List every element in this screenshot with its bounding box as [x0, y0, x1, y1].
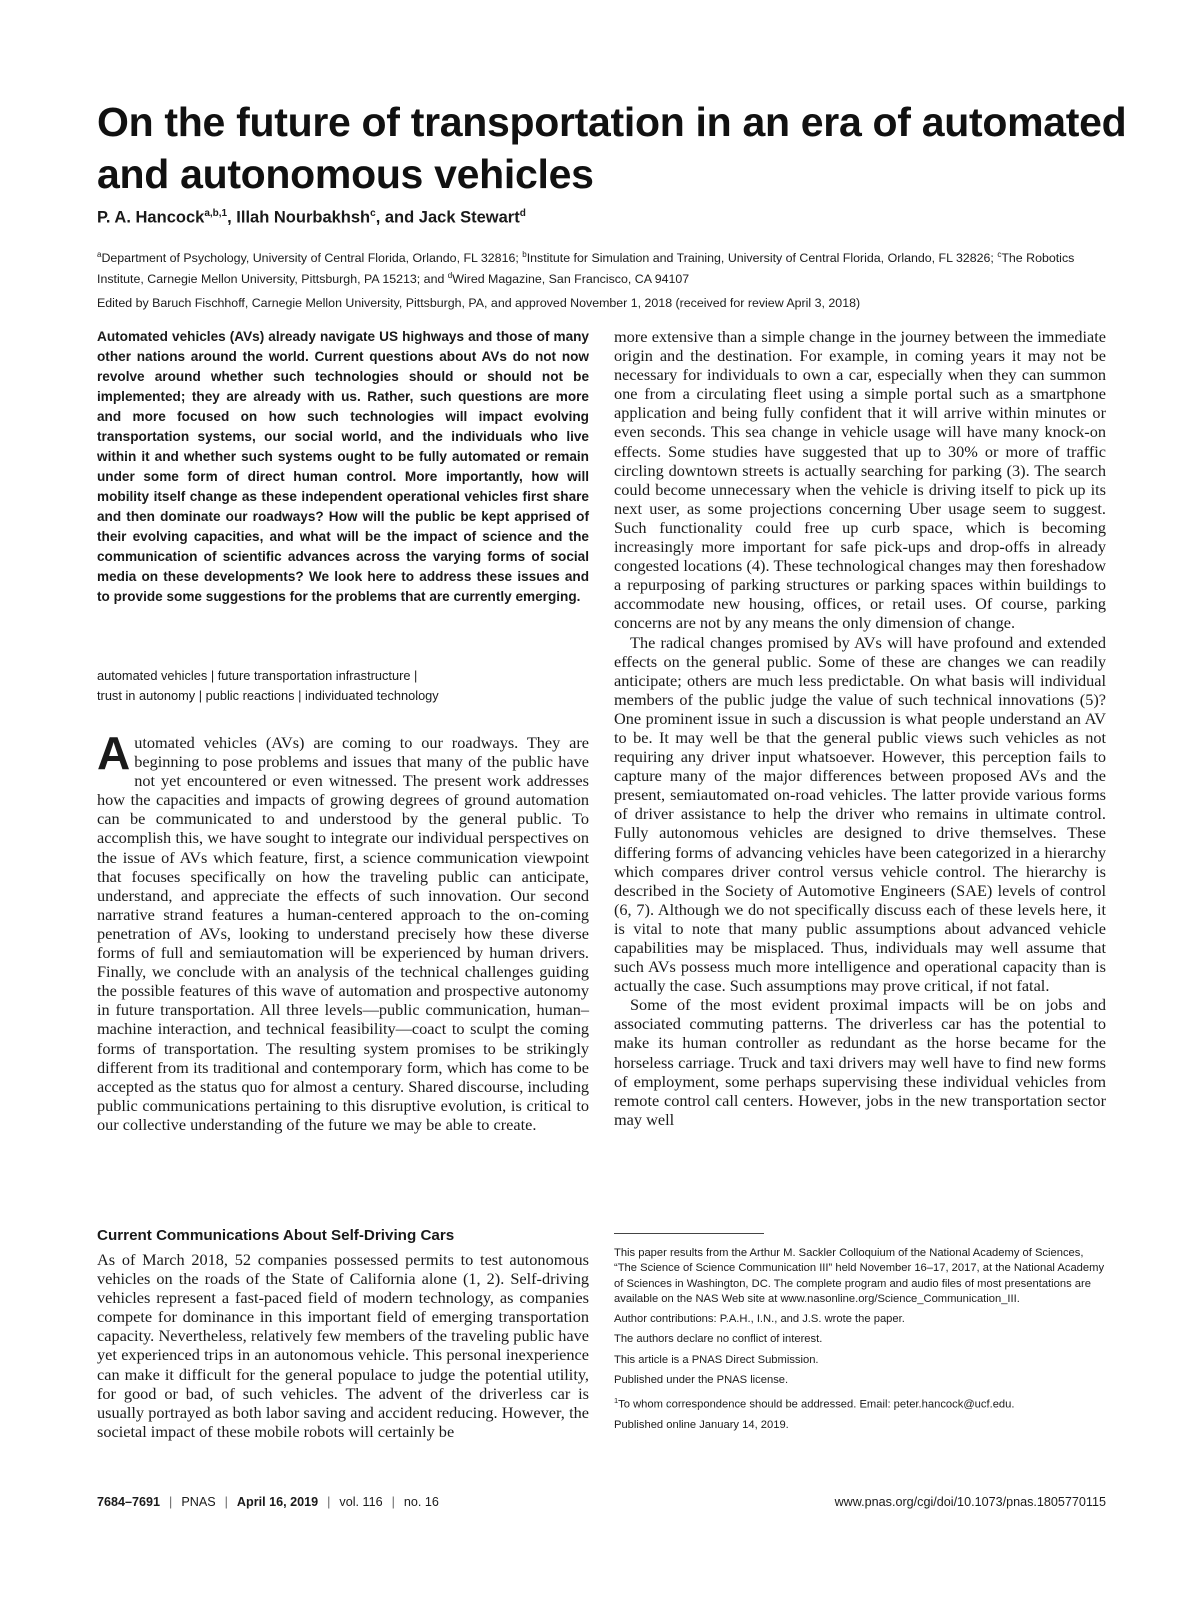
author-name: P. A. Hancock: [97, 208, 205, 227]
body-paragraph: more extensive than a simple change in the journey between the immediate origin and the destination. For example, in coming years it may not be necessary for individuals to own a car, especially when they can summon one from a circulating fleet using a simple portal such as a smartphone application and being fully confident that it will arrive within minutes or even seconds. This sea change in vehicle usage will have many knock-on effects. Some studies have suggested that up to 30% or more of traffic circling downtown streets is actually searching for parking (3). The search could become unnecessary when the vehicle is driving itself to pick up its next user, as some projections concerning Uber usage seem to suggest. Such functionality could free up curb space, which is becoming increasingly more important for safe pick-ups and drop-offs in already congested locations (4). These technological changes may then foreshadow a repurposing of parking structures or parking spaces within buildings to accommodate new housing, offices, or retail uses. Of course, parking concerns are not by any means the only dimension of change.: [614, 327, 1106, 633]
author-affiliation-marker: c: [370, 208, 376, 219]
footer-date: April 16, 2019: [236, 1495, 319, 1509]
affiliation-marker: d: [447, 271, 453, 281]
author-affiliation-marker: a,b,1: [204, 208, 228, 219]
footer-separator: |: [224, 1495, 228, 1509]
introduction-paragraph: [97, 727, 589, 1134]
affiliation-marker: b: [522, 250, 527, 259]
affiliations: [97, 246, 1109, 288]
footer-pages: 7684–7691: [97, 1495, 161, 1509]
footnote-divider: [614, 1233, 764, 1234]
keywords-line: trust in autonomy | public reactions | individuated technology: [97, 688, 439, 703]
license-note: Published under the PNAS license.: [614, 1374, 789, 1387]
footer-journal: PNAS: [181, 1495, 216, 1509]
author-contributions: Author contributions: P.A.H., I.N., and J.S. wrote the paper.: [614, 1313, 905, 1326]
affiliation-marker: c: [997, 250, 1002, 259]
right-column-body: [614, 327, 1106, 1129]
affiliation-text: Department of Psychology, University of Central Florida, Orlando, FL 32816;: [101, 251, 523, 266]
author-name: Jack Stewart: [418, 208, 520, 227]
publication-date-note: Published online January 14, 2019.: [614, 1419, 789, 1432]
affiliation-text: The Robotics Institute, Carnegie Mellon University, Pittsburgh, PA 15213; and: [97, 251, 1075, 287]
author-affiliation-marker: d: [519, 208, 526, 219]
author-separator: , and: [375, 208, 419, 227]
section-paragraph: As of March 2018, 52 companies possessed permits to test autonomous vehicles on the roads of the State of California alone (1, 2). Self-driving vehicles represent a fast-paced field of modern technology, as companies compete for dominance in this important field of emerging transportation capacity. Nevertheless, relatively few members of the traveling public have yet experienced trips in an autonomous vehicle. This personal inexperience can make it difficult for the general populace to judge the potential utility, for good or bad, of such vehicles. The advent of the driverless car is usually portrayed as both labor saving and accident reducing. However, the societal impact of these mobile robots will certainly be: [97, 1250, 589, 1441]
affiliation-text: Institute for Simulation and Training, University of Central Florida, Orlando, FL 32826;: [526, 251, 998, 266]
submission-note: This article is a PNAS Direct Submission.: [614, 1353, 819, 1366]
author-name: Illah Nourbakhsh: [236, 208, 371, 227]
footer-citation: [97, 1495, 439, 1509]
footer-issue: no. 16: [403, 1495, 439, 1509]
correspondence-note: [614, 1393, 1106, 1413]
keywords: [97, 666, 589, 706]
abstract: Automated vehicles (AVs) already navigate US highways and those of many other nations around the world. Current questions about AVs do not now revolve around whether such technologies should or should not be implemented; they are already with us. Rather, such questions are more and more focused on how such technologies will impact evolving transportation systems, our social world, and the individuals who live within it and whether such systems ought to be fully automated or remain under some form of direct human control. More importantly, how will mobility itself change as these independent operational vehicles first share and then dominate our roadways? How will the public be kept apprised of their evolving capacities, and what will be the impact of science and the communication of scientific advances across the varying forms of social media on these developments? We look here to address these issues and to provide some suggestions for the problems that are currently emerging.: [97, 329, 589, 604]
article-notes: [614, 1246, 1106, 1439]
drop-cap: A: [97, 727, 131, 779]
body-paragraph: Some of the most evident proximal impacts will be on jobs and associated commuting patterns. The driverless car has the potential to make its human controller as redundant as the horse became for the horseless carriage. Truck and taxi drivers may well have to find new forms of employment, some perhaps supervising these individual vehicles from remote control call centers. However, jobs in the new transportation sector may well: [614, 995, 1106, 1129]
correspondence-marker: 1: [614, 1396, 619, 1406]
footer-separator: |: [327, 1495, 331, 1509]
article-title: On the future of transportation in an era of automated and autonomous vehicles: [97, 99, 1127, 197]
footer-volume: vol. 116: [339, 1495, 383, 1509]
introduction-text: utomated vehicles (AVs) are coming to our roadways. They are beginning to pose problems and issues that many of the public have not yet encountered or even witnessed. The present work addresses how the capacities and impacts of growing degrees of ground automation can be communicated to and understood by the general public. To accomplish this, we have sought to integrate our individual perspectives on the issue of AVs which feature, first, a science communication viewpoint that focuses specifically on how the traveling public can anticipate, understand, and appreciate the effects of such innovation. Our second narrative strand features a human-centered approach to the on-coming penetration of AVs, looking to understand precisely how these diverse forms of full and semiautomation will be experienced by human drivers. Finally, we conclude with an analysis of the technical challenges guiding the possible features of this wave of automation and prospective autonomy in future transportation. All three levels—public communication, human–machine interaction, and technical feasibility—coact to sculpt the coming forms of transportation. The resulting system promises to be strikingly different from its traditional and contemporary form, which has come to be accepted as the status quo for almost a century. Shared discourse, including public communications pertaining to this disruptive evolution, is critical to our collective understanding of the future we may be able to create.: [97, 733, 589, 1134]
keywords-line: automated vehicles | future transportation infrastructure |: [97, 668, 418, 683]
affiliation-marker: a: [97, 250, 102, 259]
edited-by-line: Edited by Baruch Fischhoff, Carnegie Mellon University, Pittsburgh, PA, and approved November 1, 2018 (received for review April 3, 2018): [97, 296, 861, 310]
section-heading: Current Communications About Self-Driving Cars: [97, 1227, 455, 1244]
footer-separator: |: [169, 1495, 173, 1509]
affiliation-text: Wired Magazine, San Francisco, CA 94107: [452, 272, 690, 287]
body-paragraph: The radical changes promised by AVs will have profound and extended effects on the general public. Some of these are changes we can readily anticipate; others are much less predictable. On what basis will individual members of the public judge the value of such technical innovations (5)? One prominent issue in such a discussion is what people understand an AV to be. It may well be that the general public views such vehicles as not requiring any driver input whatsoever. However, this perception fails to capture many of the major differences between proposed AVs and the present, semiautomated on-road vehicles. The latter provide various forms of driver assistance to help the driver who remains in ultimate control. Fully autonomous vehicles are designed to drive themselves. These differing forms of advancing vehicles have been categorized in a hierarchy which compares driver control versus vehicle control. The hierarchy is described in the Society of Automotive Engineers (SAE) levels of control (6, 7). Although we do not specifically discuss each of these levels here, it is vital to note that many public assumptions about advanced vehicle capabilities may be misplaced. Thus, individuals may well assume that such AVs possess much more intelligence and operational capacity than is actually the case. Such assumptions may prove critical, if not fatal.: [614, 632, 1106, 996]
correspondence-text: To whom correspondence should be addressed. Email: peter.hancock@ucf.edu.: [618, 1399, 1015, 1412]
author-separator: ,: [227, 208, 237, 227]
footer-separator: |: [391, 1495, 395, 1509]
author-list: [97, 208, 526, 228]
colloquium-note: This paper results from the Arthur M. Sackler Colloquium of the National Academy of Sciences, “The Science of Science Communication III” held November 16–17, 2017, at the National Academy of Sciences in Washington, DC. The complete program and audio files of most presentations are available on the NAS Web site at www.nasonline.org/Science_Communication_III.: [614, 1247, 1105, 1305]
footer-doi-link[interactable]: www.pnas.org/cgi/doi/10.1073/pnas.1805770115: [834, 1495, 1106, 1509]
conflict-statement: The authors declare no conflict of interest.: [614, 1333, 823, 1346]
